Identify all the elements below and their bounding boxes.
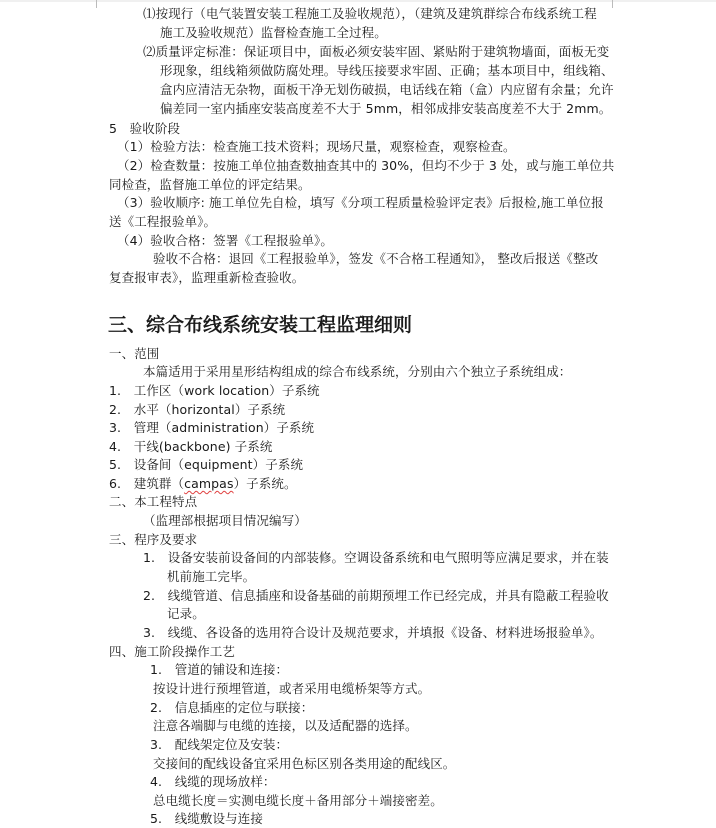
acceptance-p2-line-2: 同检查，监督施工单位的评定结果。 bbox=[109, 177, 311, 192]
acceptance-heading: 5 验收阶段 bbox=[109, 121, 181, 136]
stage-1-title: 1. 管道的铺设和连接： bbox=[150, 662, 289, 677]
inspection-item-2-line-2: 形现象，组线箱须做防腐处理。导线压接要求牢固、正确；基本项目中，组线箱、 bbox=[160, 63, 614, 78]
stage-4-text: 总电缆长度＝实测电缆长度＋备用部分＋端接密差。 bbox=[153, 793, 443, 808]
subsystem-item-6 bbox=[109, 475, 297, 493]
acceptance-p3-line-2: 送《工程报验单》。 bbox=[109, 214, 217, 229]
inspection-item-2-line-1: ⑵质量评定标准：保证项目中，面板必须安装牢固、紧贴附于建筑物墙面，面板无变 bbox=[143, 44, 610, 59]
procedure-3: 3. 线缆、各设备的选用符合设计及规范要求，并填报《设备、材料进场报验单》。 bbox=[143, 625, 603, 640]
features-note: （监理部根据项目情况编写） bbox=[143, 513, 307, 528]
subsystem-item: 3. 管理（administration）子系统 bbox=[109, 420, 315, 435]
inspection-item-2-line-3: 盒内应清洁无杂物，面板干净无划伤破损，电话线在箱（盒）内应留有余量；允许 bbox=[160, 82, 614, 97]
procedure-1-line-1: 1. 设备安装前设备间的内部装修。空调设备系统和电气照明等应满足要求，并在装 bbox=[143, 550, 609, 565]
stage-3-title: 3. 配线架定位及安装： bbox=[150, 737, 289, 752]
spellcheck-flagged-word[interactable]: campas bbox=[184, 476, 234, 491]
procedure-heading: 三、程序及要求 bbox=[109, 532, 198, 547]
stage-4-title: 4. 线缆的现场放样： bbox=[150, 774, 276, 789]
subsystem-item: 1. 工作区（work location）子系统 bbox=[109, 383, 320, 398]
page-top-edge bbox=[0, 0, 716, 2]
acceptance-p5-line-2: 复查报审表》，监理重新检查验收。 bbox=[109, 270, 305, 285]
inspection-item-2-line-4: 偏差同一室内插座安装高度差不大于 5mm，相邻成排安装高度差不大于 2mm。 bbox=[160, 101, 612, 116]
margin-corner-mark-right bbox=[612, 0, 621, 8]
stage-2-text: 注意各端脚与电缆的连接，以及适配器的选择。 bbox=[153, 718, 418, 733]
features-heading: 二、本工程特点 bbox=[109, 494, 198, 509]
stage-3-text: 交接间的配线设备宜采用色标区别各类用途的配线区。 bbox=[153, 756, 456, 771]
acceptance-p4: （4）验收合格：签署《工程报验单》。 bbox=[117, 233, 334, 248]
section-3-title: 三、综合布线系统安装工程监理细则 bbox=[108, 314, 413, 336]
procedure-2-line-2: 记录。 bbox=[167, 606, 205, 621]
acceptance-p1: （1）检验方法：检查施工技术资料；现场尺量，观察检查，观察检查。 bbox=[117, 139, 516, 154]
subsystem-item: 4. 干线(backbone) 子系统 bbox=[109, 439, 273, 454]
stage-2-title: 2. 信息插座的定位与联接： bbox=[150, 700, 314, 715]
inspection-item-1-line-1: ⑴按现行（电气装置安装工程施工及验收规范），（建筑及建筑群综合布线系统工程 bbox=[143, 6, 597, 21]
subsystem-6-prefix: 6. 建筑群（ bbox=[109, 476, 185, 491]
subsystem-item: 2. 水平（horizontal）子系统 bbox=[109, 402, 286, 417]
stage-1-text: 按设计进行预埋管道，或者采用电缆桥架等方式。 bbox=[153, 681, 431, 696]
subsystem-item: 5. 设备间（equipment）子系统 bbox=[109, 457, 304, 472]
margin-corner-mark-left bbox=[88, 0, 97, 8]
procedure-2-line-1: 2. 线缆管道、信息插座和设备基础的前期预埋工作已经完成，并具有隐蔽工程验收 bbox=[143, 588, 609, 603]
stage-heading: 四、施工阶段操作工艺 bbox=[109, 644, 236, 659]
scope-intro: 本篇适用于采用星形结构组成的综合布线系统，分别由六个独立子系统组成： bbox=[143, 364, 572, 379]
procedure-1-line-2: 机前施工完毕。 bbox=[167, 569, 256, 584]
acceptance-p5-line-1: 验收不合格：退回《工程报验单》，签发《不合格工程通知》， 整改后报送《整改 bbox=[153, 251, 599, 266]
inspection-item-1-line-2: 施工及验收规范）监督检查施工全过程。 bbox=[160, 25, 387, 40]
acceptance-p3-line-1: （3）验收顺序: 施工单位先自检，填写《分项工程质量检验评定表》后报检,施工单位报 bbox=[117, 195, 604, 210]
stage-5-title: 5. 线缆敷设与连接 bbox=[150, 811, 263, 826]
scope-heading: 一、范围 bbox=[109, 346, 160, 361]
acceptance-p2-line-1: （2）检查数量：按施工单位抽查数抽查其中的 30%，但均不少于 3 处，或与施工单位共 bbox=[117, 158, 615, 173]
subsystem-6-suffix: ）子系统。 bbox=[233, 476, 297, 491]
